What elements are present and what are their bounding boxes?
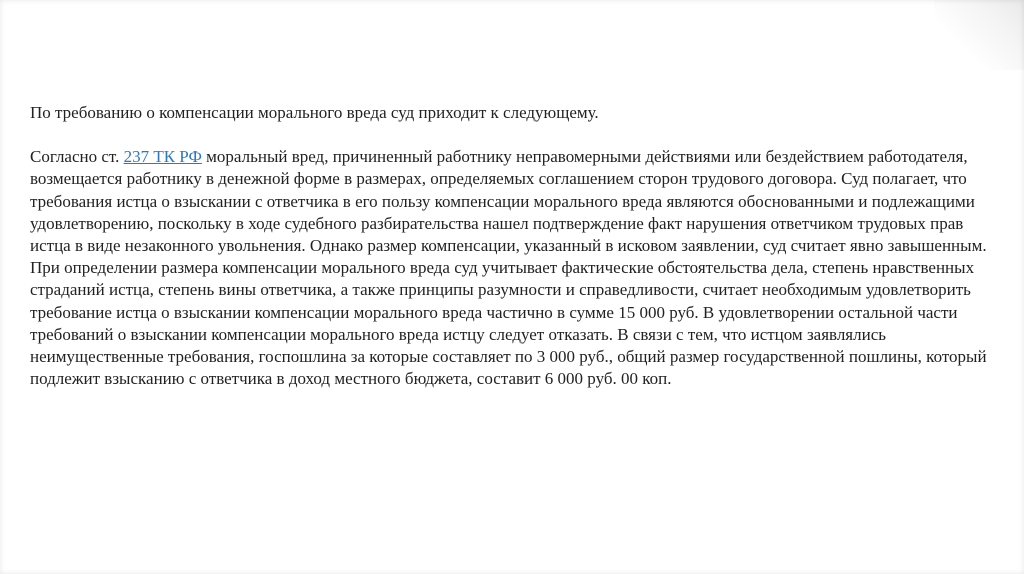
body-prefix: Согласно ст. [30, 147, 124, 167]
body-text: моральный вред, причиненный работнику неправомерными действиями или бездействием работодателя, возмещается работнику в денежной форме в размерах, определяемых соглашением сторон трудового договора. Суд полагает, что требования истца о взыскании с ответчика в его пользу компенсации морального вреда являются обоснованными и подлежащими удовлетворению, поскольку в ходе судебного разбирательства нашел подтверждение факт нарушения ответчиком трудовых прав истца в виде незаконного увольнения. Однако размер компенсации, указанный в исковом заявлении, суд считает явно завышенным. При определении размера компенсации морального вреда суд учитывает фактические обстоятельства дела, степень нравственных страданий истца, степень вины ответчика, а также принципы разумности и справедливости, считает необходимым удовлетворить требование истца о взыскании компенсации морального вреда частично в сумме 15 000 руб. В удовлетворении остальной части требований о взыскании компенсации морального вреда истцу следует отказать. В связи с тем, что истцом заявлялись неимущественные требования, госпошлина за которые составляет по 3 000 руб., общий размер государственной пошлины, который подлежит взысканию с ответчика в доход местного бюджета, составит 6 000 руб. 00 коп. [30, 147, 987, 389]
intro-paragraph: По требованию о компенсации морального вреда суд приходит к следующему. [30, 103, 599, 122]
corner-shade [934, 0, 1024, 70]
law-article-link[interactable]: 237 ТК РФ [123, 147, 202, 167]
document-content [30, 102, 990, 390]
body-paragraph [30, 146, 990, 390]
